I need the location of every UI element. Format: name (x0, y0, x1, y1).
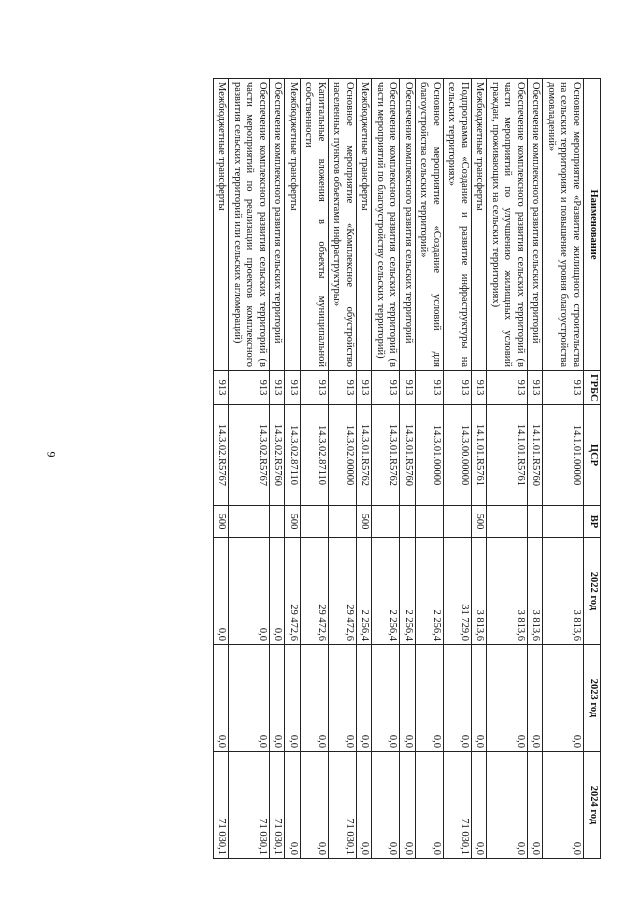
table-header-row (584, 79, 601, 859)
cell-2024: 71 030,1 (229, 752, 270, 859)
cell-2024: 71 030,1 (329, 752, 357, 859)
cell-grbs: 913 (357, 371, 373, 405)
cell-2022: 0,0 (229, 538, 270, 645)
header-2022: 2022 год (584, 538, 601, 645)
cell-csr: 14.3.02.87110 (301, 405, 329, 506)
cell-2024: 71 030,1 (444, 752, 472, 859)
cell-name: Межбюджетные трансферты (214, 79, 230, 371)
table-row (444, 79, 472, 859)
cell-csr: 14.3.02.R5760 (270, 405, 286, 506)
cell-2023: 0,0 (444, 645, 472, 752)
cell-2023: 0,0 (487, 645, 528, 752)
cell-2023: 0,0 (329, 645, 357, 752)
table-row (372, 79, 400, 859)
cell-2024: 0,0 (487, 752, 528, 859)
cell-name: Подпрограмма «Создание и развитие инфраструктуры на сельских территориях» (444, 79, 472, 371)
table-row (416, 79, 444, 859)
header-name: Наименование (584, 79, 601, 371)
cell-vr (543, 506, 584, 538)
cell-2022: 29 472,6 (301, 538, 329, 645)
cell-vr (372, 506, 400, 538)
cell-2024: 71 030,1 (214, 752, 230, 859)
cell-2024: 71 030,1 (270, 752, 286, 859)
cell-2023: 0,0 (301, 645, 329, 752)
header-grbs: ГРБС (584, 371, 601, 405)
cell-2022: 2 256,4 (372, 538, 400, 645)
cell-2022: 0,0 (270, 538, 286, 645)
cell-2022: 3 813,6 (472, 538, 488, 645)
cell-name: Основное мероприятие «Развитие жилищного строительства на сельских территориях и повышение уровня благоустройства домовладений» (543, 79, 584, 371)
table-row (487, 79, 528, 859)
table-row (214, 79, 230, 859)
table-row (270, 79, 286, 859)
cell-2023: 0,0 (528, 645, 544, 752)
table-body (214, 79, 584, 859)
cell-2022: 2 256,4 (400, 538, 416, 645)
cell-2024: 0,0 (285, 752, 301, 859)
table-row (285, 79, 301, 859)
header-vr: ВР (584, 506, 601, 538)
cell-csr: 14.3.01.R5762 (357, 405, 373, 506)
cell-name: Обеспечение комплексного развития сельских территорий (в части мероприятий по реализации проектов комплексного развития сельских территорий или сельских агломераций) (229, 79, 270, 371)
cell-vr (416, 506, 444, 538)
header-2024: 2024 год (584, 752, 601, 859)
cell-grbs: 913 (400, 371, 416, 405)
cell-2022: 0,0 (214, 538, 230, 645)
cell-grbs: 913 (528, 371, 544, 405)
cell-name: Основное мероприятие «Комплексное обустройство населенных пунктов объектами инфраструктуры» (329, 79, 357, 371)
cell-grbs: 913 (301, 371, 329, 405)
cell-2024: 0,0 (543, 752, 584, 859)
header-2023: 2023 год (584, 645, 601, 752)
cell-grbs: 913 (487, 371, 528, 405)
cell-grbs: 913 (285, 371, 301, 405)
cell-2023: 0,0 (472, 645, 488, 752)
cell-2024: 0,0 (416, 752, 444, 859)
cell-vr: 500 (357, 506, 373, 538)
cell-csr: 14.3.02.87110 (285, 405, 301, 506)
cell-csr: 14.3.01.R5762 (372, 405, 400, 506)
cell-2024: 0,0 (472, 752, 488, 859)
cell-2023: 0,0 (543, 645, 584, 752)
cell-vr (229, 506, 270, 538)
cell-vr (528, 506, 544, 538)
budget-table (213, 78, 601, 859)
cell-2024: 0,0 (301, 752, 329, 859)
cell-csr: 14.1.01.R5761 (472, 405, 488, 506)
cell-name: Обеспечение комплексного развития сельских территорий (400, 79, 416, 371)
cell-csr: 14.1.01.R5760 (528, 405, 544, 506)
cell-grbs: 913 (472, 371, 488, 405)
cell-grbs: 913 (329, 371, 357, 405)
cell-2023: 0,0 (270, 645, 286, 752)
cell-vr (270, 506, 286, 538)
cell-grbs: 913 (270, 371, 286, 405)
table-row (229, 79, 270, 859)
cell-grbs: 913 (229, 371, 270, 405)
cell-grbs: 913 (372, 371, 400, 405)
cell-name: Обеспечение комплексного развития сельских территорий (270, 79, 286, 371)
cell-grbs: 913 (444, 371, 472, 405)
cell-2023: 0,0 (400, 645, 416, 752)
cell-2024: 0,0 (528, 752, 544, 859)
cell-vr (487, 506, 528, 538)
cell-csr: 14.1.01.00000 (543, 405, 584, 506)
cell-vr (400, 506, 416, 538)
cell-name: Капитальные вложения в объекты муниципальной собственности (301, 79, 329, 371)
cell-2022: 3 813,6 (543, 538, 584, 645)
cell-2023: 0,0 (416, 645, 444, 752)
cell-vr: 500 (285, 506, 301, 538)
cell-csr: 14.1.01.R5761 (487, 405, 528, 506)
cell-vr (444, 506, 472, 538)
table-row (400, 79, 416, 859)
cell-csr: 14.3.02.00000 (329, 405, 357, 506)
cell-name: Обеспечение комплексного развития сельских территорий (в части мероприятий по улучшению жилищных условий граждан, проживающих на сельских территориях) (487, 79, 528, 371)
cell-grbs: 913 (214, 371, 230, 405)
cell-name: Обеспечение комплексного развития сельских территорий (528, 79, 544, 371)
table-row (472, 79, 488, 859)
cell-name: Межбюджетные трансферты (472, 79, 488, 371)
table-row (543, 79, 584, 859)
cell-vr: 500 (214, 506, 230, 538)
cell-2022: 2 256,4 (357, 538, 373, 645)
cell-2024: 0,0 (372, 752, 400, 859)
cell-grbs: 913 (416, 371, 444, 405)
cell-2023: 0,0 (229, 645, 270, 752)
cell-2022: 2 256,4 (416, 538, 444, 645)
cell-2022: 29 472,6 (329, 538, 357, 645)
budget-table-sheet (95, 78, 601, 858)
table-row (357, 79, 373, 859)
cell-2024: 0,0 (357, 752, 373, 859)
cell-name: Обеспечение комплексного развития сельских территорий (в части мероприятий по благоустройству сельских территорий) (372, 79, 400, 371)
page-number: 9 (44, 451, 59, 458)
cell-vr (329, 506, 357, 538)
cell-2024: 0,0 (400, 752, 416, 859)
cell-csr: 14.3.02.R5767 (214, 405, 230, 506)
cell-2023: 0,0 (372, 645, 400, 752)
cell-2023: 0,0 (214, 645, 230, 752)
cell-2022: 31 729,0 (444, 538, 472, 645)
cell-name: Межбюджетные трансферты (357, 79, 373, 371)
cell-2022: 3 813,6 (487, 538, 528, 645)
cell-grbs: 913 (543, 371, 584, 405)
cell-2022: 3 813,6 (528, 538, 544, 645)
cell-csr: 14.3.00.00000 (444, 405, 472, 506)
table-row (528, 79, 544, 859)
table-row (329, 79, 357, 859)
cell-name: Межбюджетные трансферты (285, 79, 301, 371)
cell-csr: 14.3.01.R5760 (400, 405, 416, 506)
table-row (301, 79, 329, 859)
cell-csr: 14.3.01.00000 (416, 405, 444, 506)
cell-vr: 500 (472, 506, 488, 538)
header-csr: ЦСР (584, 405, 601, 506)
cell-2022: 29 472,6 (285, 538, 301, 645)
cell-2023: 0,0 (285, 645, 301, 752)
cell-vr (301, 506, 329, 538)
cell-csr: 14.3.02.R5767 (229, 405, 270, 506)
cell-2023: 0,0 (357, 645, 373, 752)
cell-name: Основное мероприятие «Создание условий для благоустройства сельских территорий» (416, 79, 444, 371)
